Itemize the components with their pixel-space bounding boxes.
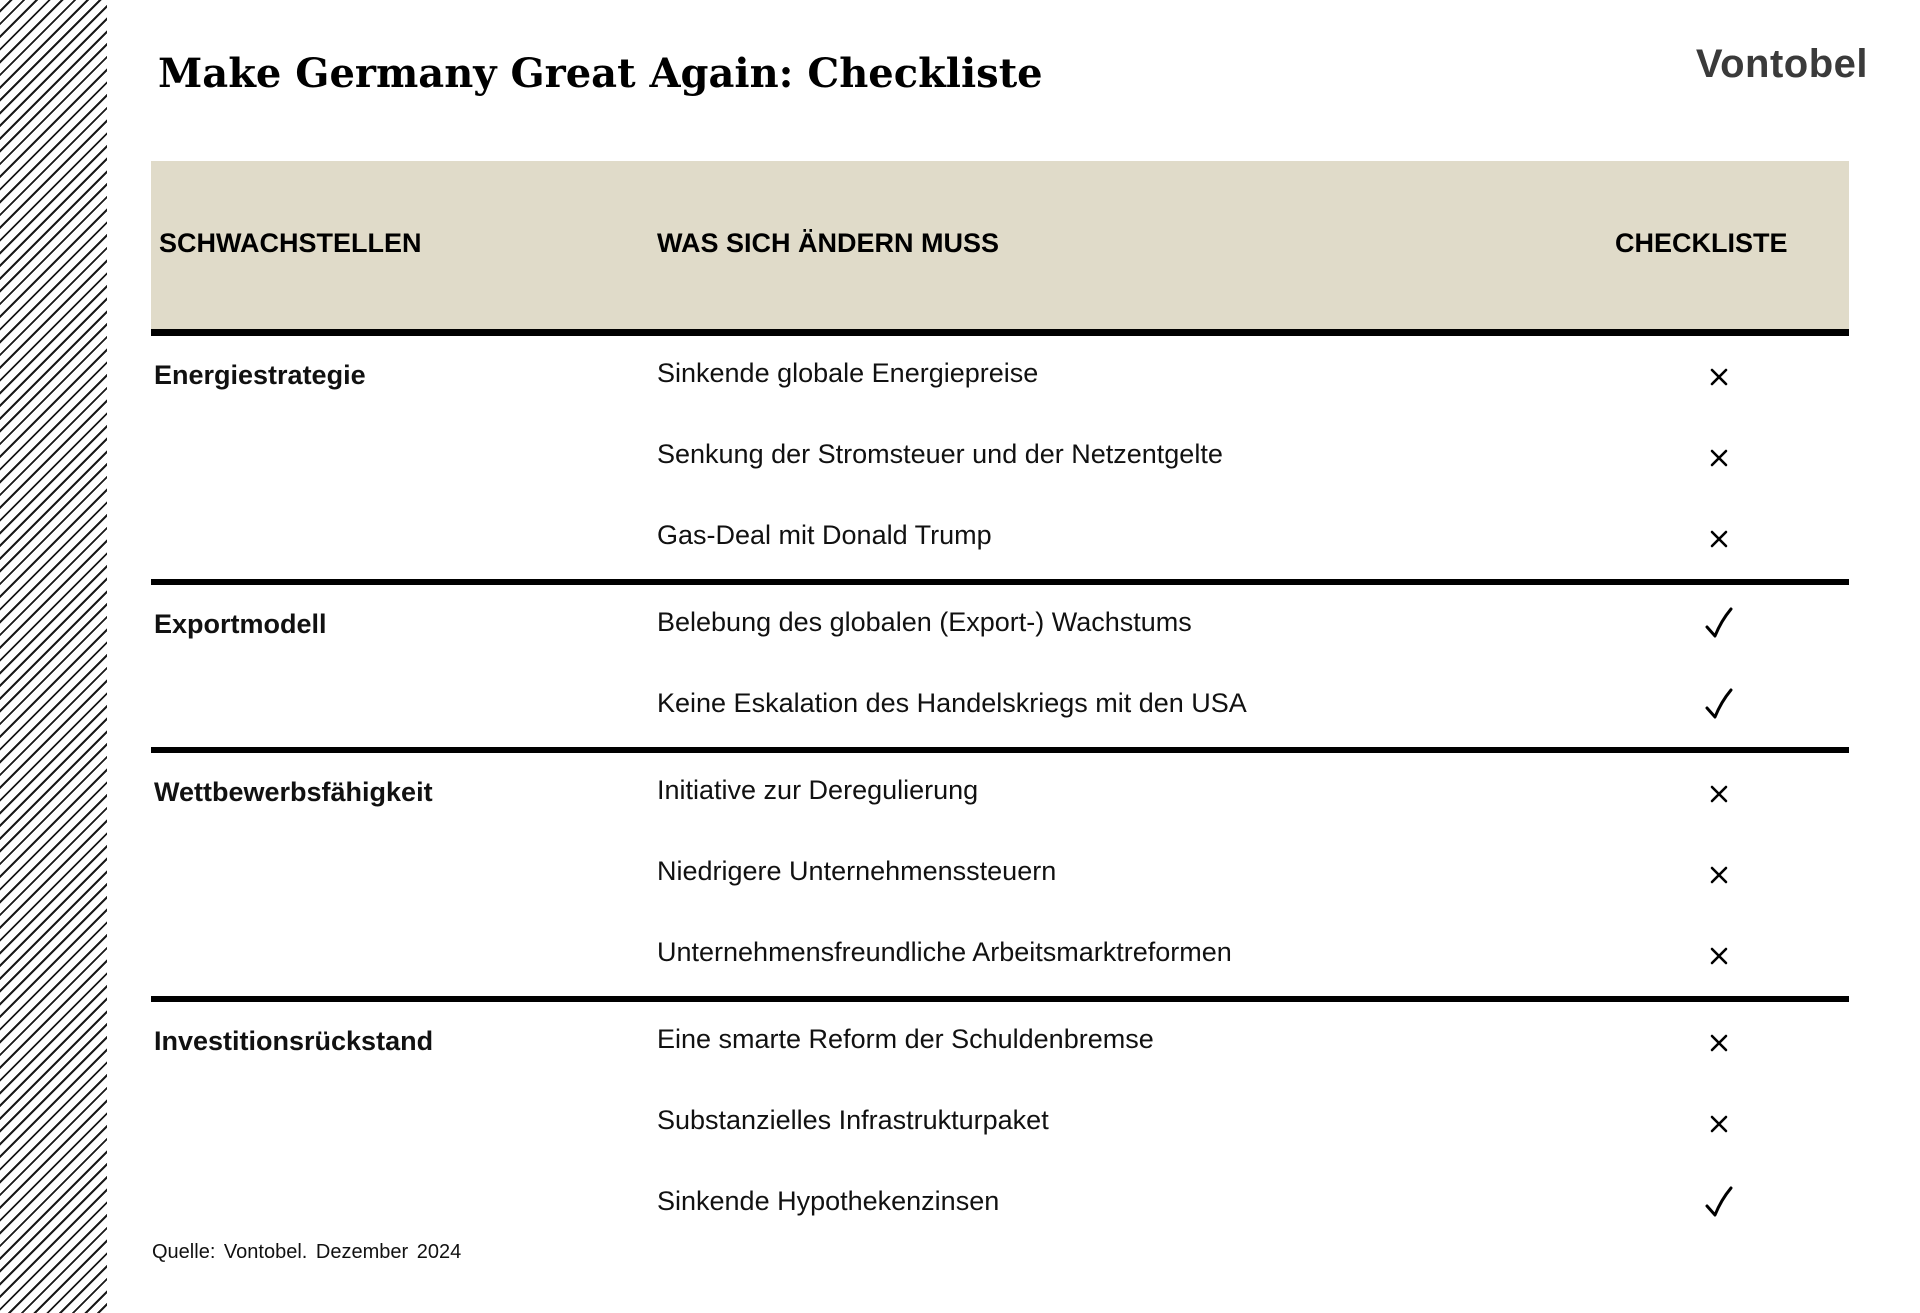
status-mark <box>1701 1182 1737 1222</box>
status-mark <box>1701 516 1737 556</box>
cross-icon <box>1701 354 1737 394</box>
row-text: Gas-Deal mit Donald Trump <box>657 520 992 550</box>
cross-icon <box>1701 435 1737 475</box>
table-row <box>151 666 1849 747</box>
status-mark <box>1701 354 1737 394</box>
status-mark <box>1701 603 1737 643</box>
table-row <box>151 336 1849 417</box>
status-mark <box>1701 852 1737 892</box>
category-label: Exportmodell <box>154 609 327 639</box>
check-icon <box>1701 684 1737 724</box>
category-label: Investitionsrückstand <box>154 1026 434 1056</box>
check-icon <box>1701 603 1737 643</box>
table-row <box>151 915 1849 996</box>
check-icon <box>1701 1182 1737 1222</box>
column-header-weaknesses: SCHWACHSTELLEN <box>159 228 422 258</box>
row-text: Eine smarte Reform der Schuldenbremse <box>657 1024 1154 1054</box>
vontobel-logo: Vontobel <box>1695 42 1868 86</box>
table-row <box>151 585 1849 666</box>
category-label: Energiestrategie <box>154 360 366 390</box>
row-text: Niedrigere Unternehmenssteuern <box>657 856 1057 886</box>
checklist-table <box>151 161 1849 1245</box>
row-text: Unternehmensfreundliche Arbeitsmarktreformen <box>657 937 1232 967</box>
status-mark <box>1701 684 1737 724</box>
source-note: Quelle: Vontobel. Dezember 2024 <box>152 1241 462 1263</box>
group-wettbewerbsfaehigkeit <box>151 753 1849 1002</box>
status-mark <box>1701 933 1737 973</box>
page-title: Make Germany Great Again: Checkliste <box>158 50 1043 97</box>
group-investitionsrueckstand <box>151 1002 1849 1245</box>
table-row <box>151 417 1849 498</box>
row-text: Substanzielles Infrastrukturpaket <box>657 1105 1049 1135</box>
category-label: Wettbewerbsfähigkeit <box>154 777 433 807</box>
table-row <box>151 1002 1849 1083</box>
column-header-required-changes: WAS SICH ÄNDERN MUSS <box>657 228 1000 258</box>
cross-icon <box>1701 516 1737 556</box>
row-text: Keine Eskalation des Handelskriegs mit den USA <box>657 688 1247 718</box>
table-row <box>151 498 1849 579</box>
cross-icon <box>1701 771 1737 811</box>
status-mark <box>1701 771 1737 811</box>
status-mark <box>1701 1020 1737 1060</box>
status-mark <box>1701 435 1737 475</box>
status-mark <box>1701 1101 1737 1141</box>
cross-icon <box>1701 852 1737 892</box>
table-row <box>151 834 1849 915</box>
table-row <box>151 753 1849 834</box>
table-row <box>151 1164 1849 1245</box>
group-energiestrategie <box>151 336 1849 585</box>
row-text: Sinkende globale Energiepreise <box>657 358 1039 388</box>
hatched-side-pattern <box>0 0 107 1313</box>
cross-icon <box>1701 1101 1737 1141</box>
table-header <box>151 161 1849 336</box>
row-text: Belebung des globalen (Export-) Wachstums <box>657 607 1192 637</box>
column-header-checklist: CHECKLISTE <box>1615 228 1788 258</box>
cross-icon <box>1701 1020 1737 1060</box>
cross-icon <box>1701 933 1737 973</box>
row-text: Initiative zur Deregulierung <box>657 775 979 805</box>
group-exportmodell <box>151 585 1849 753</box>
table-row <box>151 1083 1849 1164</box>
row-text: Sinkende Hypothekenzinsen <box>657 1186 1000 1216</box>
row-text: Senkung der Stromsteuer und der Netzentgelte <box>657 439 1223 469</box>
